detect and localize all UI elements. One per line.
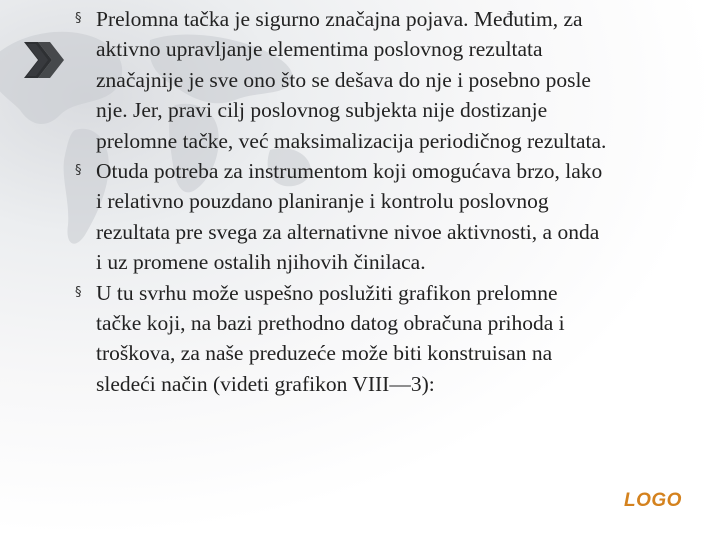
bullet-item (72, 278, 720, 400)
bullet-text: U tu svrhu može uspešno poslužiti grafikon prelomne tačke koji, na bazi prethodno datog obračuna prihoda i troškova, za naše preduzeće može biti konstruisan na sledeći način (videti grafikon VIII—3): (96, 280, 565, 396)
bullet-list (72, 4, 720, 399)
bullet-marker: § (75, 284, 82, 300)
bullet-text: Otuda potreba za instrumentom koji omogućava brzo, lako i relativno pouzdano planiranje i kontrolu poslovnog rezultata pre svega za alternativne nivoe aktivnosti, a onda i uz promene ostalih njihovih činilaca. (96, 159, 603, 275)
bullet-item (72, 156, 720, 278)
double-chevron-icon (22, 38, 66, 82)
bullet-text: Prelomna tačka je sigurno značajna pojava. Međutim, za aktivno upravljanje elementima poslovnog rezultata značajnije je sve ono što se dešava do nje i posebno posle nje. Jer, pravi cilj poslovnog subjekta nije dostizanje prelomne tačke, već maksimalizacija periodičnog rezultata. (96, 7, 607, 153)
bullet-item (72, 4, 720, 156)
bullet-marker: § (75, 11, 82, 26)
bullet-marker: § (75, 163, 82, 179)
logo: LOGO (624, 490, 682, 511)
